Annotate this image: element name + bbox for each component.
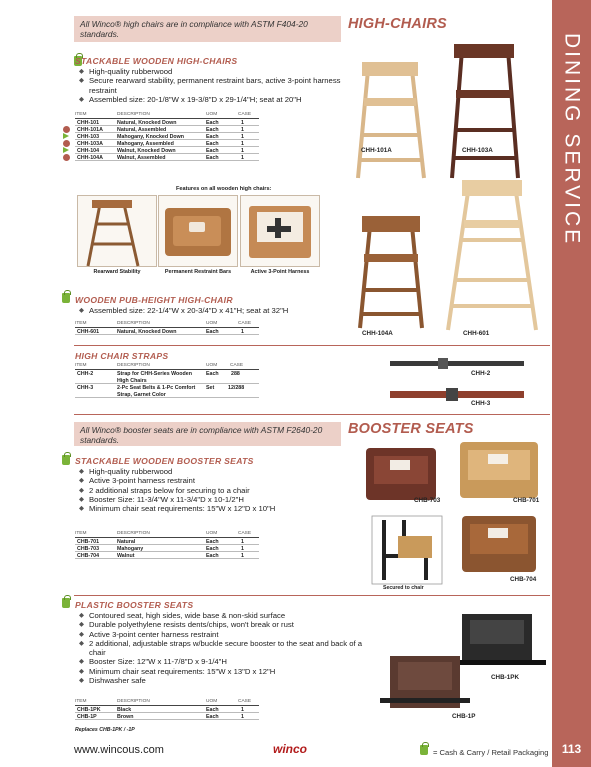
col-description: DESCRIPTION	[117, 112, 150, 117]
item-desc: Natural, Knocked Down	[117, 120, 177, 126]
straps-photo	[388, 357, 528, 407]
table-header	[75, 320, 259, 328]
item-code: CHB-1PK	[77, 707, 101, 713]
item-uom: Each	[206, 155, 219, 161]
item-desc: Walnut	[117, 553, 135, 559]
item-uom: Each	[206, 553, 219, 559]
item-code: CHH-103A	[77, 141, 103, 147]
item-code: CHH-601	[77, 329, 100, 335]
item-case: 1	[241, 329, 244, 335]
item-uom: Each	[206, 329, 219, 335]
feature-label: Rearward Stability	[93, 269, 141, 275]
table-row	[75, 140, 259, 147]
col-item: ITEM	[75, 363, 87, 368]
item-code: CHH-101	[77, 120, 100, 126]
page-number: 113	[561, 742, 582, 756]
col-item: ITEM	[75, 699, 87, 704]
pub-height-title: WOODEN PUB-HEIGHT HIGH-CHAIR	[75, 295, 233, 305]
col-uom: UOM	[206, 321, 218, 326]
item-desc: Natural, Assembled	[117, 127, 167, 133]
col-item: ITEM	[75, 321, 87, 326]
col-item: ITEM	[75, 531, 87, 536]
feature-label: Permanent Restraint Bars	[164, 269, 232, 275]
item-desc: Mahogany, Assembled	[117, 141, 174, 147]
feature-item: ◆ Active 3-point center harness restraint	[79, 630, 379, 639]
table-row	[75, 384, 259, 398]
photo-label: CHH-2	[471, 370, 491, 377]
col-uom: UOM	[206, 363, 218, 368]
item-uom: Set	[206, 385, 215, 391]
divider	[74, 595, 550, 596]
item-code: CHH-2	[77, 371, 94, 377]
stackable-high-chairs-title: STACKABLE WOODEN HIGH-CHAIRS	[75, 56, 238, 66]
item-case: 1	[241, 539, 244, 545]
plastic-booster-table	[75, 698, 259, 720]
item-uom: Each	[206, 546, 219, 552]
item-code: CHB-701	[77, 539, 100, 545]
wooden-booster-title: STACKABLE WOODEN BOOSTER SEATS	[75, 456, 254, 466]
item-case: 1	[241, 714, 244, 720]
item-case: 1	[241, 134, 244, 140]
table-header	[75, 111, 259, 119]
table-row	[75, 545, 259, 552]
feature-item: ◆ Minimum chair seat requirements: 15"W x 13"D x 12"H	[79, 667, 379, 676]
high-chairs-heading: HIGH-CHAIRS	[348, 16, 447, 32]
col-uom: UOM	[206, 531, 218, 536]
table-header	[75, 530, 259, 538]
replaces-note: Replaces CHB-1PK / -1P	[75, 727, 135, 733]
plastic-booster-title: PLASTIC BOOSTER SEATS	[75, 600, 194, 610]
wooden-booster-features	[79, 467, 349, 513]
legend-text: = Cash & Carry / Retail Packaging	[433, 748, 549, 757]
item-case: 1	[241, 155, 244, 161]
col-description: DESCRIPTION	[117, 321, 150, 326]
restraint-bars-image	[158, 195, 238, 267]
item-desc: Natural, Knocked Down	[117, 329, 177, 335]
feature-item: ◆ High-quality rubberwood	[79, 67, 349, 76]
table-row	[75, 328, 259, 335]
photo-label: CHH-601	[463, 330, 490, 337]
item-code: CHH-101A	[77, 127, 103, 133]
arrow-icon	[63, 133, 69, 139]
photo-label: CHB-701	[513, 497, 540, 504]
divider	[74, 345, 550, 346]
item-desc: Brown	[117, 714, 134, 720]
item-desc: Black	[117, 707, 132, 713]
item-uom: Each	[206, 141, 219, 147]
item-uom: Each	[206, 127, 219, 133]
item-uom: Each	[206, 371, 219, 377]
feature-item: ◆ Minimum chair seat requirements: 15"W x 12"D x 10"H	[79, 504, 349, 513]
high-chair-table	[75, 111, 259, 161]
item-uom: Each	[206, 120, 219, 126]
col-item: ITEM	[75, 112, 87, 117]
feature-item: ◆ Assembled size: 22-1/4"W x 20-3/4"D x 41"H; seat at 32"H	[79, 306, 349, 315]
item-desc: Walnut, Assembled	[117, 155, 166, 161]
table-row	[75, 126, 259, 133]
item-desc: Mahogany	[117, 546, 144, 552]
feature-item: ◆ High-quality rubberwood	[79, 467, 349, 476]
item-case: 1	[241, 148, 244, 154]
booster-seats-heading: BOOSTER SEATS	[348, 421, 474, 437]
table-row	[75, 133, 259, 140]
feature-item: ◆ 2 additional straps below for securing to a chair	[79, 486, 349, 495]
wooden-booster-table	[75, 530, 259, 559]
item-desc: Walnut, Knocked Down	[117, 148, 176, 154]
cash-carry-icon	[420, 745, 428, 755]
plastic-booster-photos	[376, 606, 546, 718]
table-row	[75, 147, 259, 154]
item-case: 1	[241, 546, 244, 552]
col-case: CASE	[238, 531, 252, 536]
feature-item: ◆ Durable polyethylene resists dents/chips, won't break or rust	[79, 620, 379, 629]
item-case: 12/288	[228, 385, 245, 391]
table-row	[75, 370, 259, 384]
col-description: DESCRIPTION	[117, 699, 150, 704]
cash-carry-icon	[62, 598, 70, 608]
harness-image	[240, 195, 320, 267]
item-code: CHB-703	[77, 546, 100, 552]
photo-label: CHB-703	[414, 497, 441, 504]
table-row	[75, 538, 259, 545]
col-case: CASE	[238, 699, 252, 704]
item-case: 1	[241, 120, 244, 126]
feature-item: ◆ Dishwasher safe	[79, 676, 379, 685]
feature-item: ◆ Secure rearward stability, permanent restraint bars, active 3-point harness restraint	[79, 76, 349, 95]
winco-logo: winco	[273, 742, 308, 756]
no-icon	[63, 140, 70, 147]
item-case: 1	[241, 141, 244, 147]
photo-label: Secured to chair	[383, 585, 424, 591]
table-row	[75, 119, 259, 126]
pub-height-table	[75, 320, 259, 335]
photo-label: CHH-104A	[362, 330, 393, 337]
item-uom: Each	[206, 148, 219, 154]
item-uom: Each	[206, 707, 219, 713]
straps-table	[75, 362, 259, 398]
item-code: CHH-104	[77, 148, 100, 154]
plastic-booster-features	[79, 611, 379, 685]
divider	[74, 414, 550, 415]
table-row	[75, 552, 259, 559]
col-uom: UOM	[206, 112, 218, 117]
table-header	[75, 362, 259, 370]
feature-item: ◆ Booster Size: 11-3/4"W x 11-3/4"D x 10-1/2"H	[79, 495, 349, 504]
item-uom: Each	[206, 539, 219, 545]
photo-label: CHH-103A	[462, 147, 493, 154]
item-code: CHH-103	[77, 134, 100, 140]
table-row	[75, 154, 259, 161]
photo-label: CHB-1PK	[491, 674, 519, 681]
feature-item: ◆ Assembled size: 20-1/8"W x 19-3/8"D x 29-1/4"H; seat at 20"H	[79, 95, 349, 104]
item-code: CHB-704	[77, 553, 100, 559]
feature-item: ◆ Contoured seat, high sides, wide base & non-skid surface	[79, 611, 379, 620]
straps-title: HIGH CHAIR STRAPS	[75, 351, 169, 361]
photo-label: CHB-704	[510, 576, 537, 583]
section-title-vertical: DINING SERVICE	[560, 33, 584, 247]
no-icon	[63, 154, 70, 161]
features-caption: Features on all wooden high chairs:	[176, 186, 272, 192]
no-icon	[63, 126, 70, 133]
cash-carry-icon	[62, 455, 70, 465]
item-code: CHB-1P	[77, 714, 97, 720]
photo-label: CHH-3	[471, 400, 491, 407]
item-desc: 2-Pc Seat Belts & 1-Pc Comfort Strap, Garnet Color	[117, 385, 196, 398]
item-case: 1	[241, 127, 244, 133]
item-code: CHH-3	[77, 385, 94, 391]
item-desc: Natural	[117, 539, 136, 545]
item-case: 288	[231, 371, 240, 377]
item-case: 1	[241, 553, 244, 559]
feature-label: Active 3-Point Harness	[250, 269, 310, 275]
feature-item: ◆ Active 3-point harness restraint	[79, 476, 349, 485]
stackable-high-chair-features	[79, 67, 349, 104]
wooden-booster-photos	[360, 438, 550, 588]
col-case: CASE	[230, 363, 244, 368]
rearward-stability-image	[77, 195, 157, 267]
feature-item: ◆ Booster Size: 12"W x 11-7/8"D x 9-1/4"H	[79, 657, 379, 666]
arrow-icon	[63, 147, 69, 153]
website-link[interactable]: www.wincous.com	[74, 744, 164, 756]
item-uom: Each	[206, 134, 219, 140]
col-description: DESCRIPTION	[117, 363, 150, 368]
photo-label: CHB-1P	[452, 713, 476, 720]
cash-carry-icon	[62, 293, 70, 303]
item-desc: Mahogany, Knocked Down	[117, 134, 184, 140]
table-header	[75, 698, 259, 706]
col-description: DESCRIPTION	[117, 531, 150, 536]
col-case: CASE	[238, 321, 252, 326]
high-chair-compliance-note: All Winco® high chairs are in compliance with ASTM F404-20 standards.	[74, 16, 341, 42]
item-desc: Strap for CHH-Series Wooden High Chairs	[117, 371, 192, 384]
item-uom: Each	[206, 714, 219, 720]
table-row	[75, 706, 259, 713]
col-case: CASE	[238, 112, 252, 117]
booster-compliance-note: All Winco® booster seats are in compliance with ASTM F2640-20 standards.	[74, 422, 341, 446]
high-chair-photos	[350, 40, 540, 340]
col-uom: UOM	[206, 699, 218, 704]
feature-item: ◆ 2 additional, adjustable straps w/buckle secure booster to the seat and back of a chair	[79, 639, 379, 658]
table-row	[75, 713, 259, 720]
pub-height-features	[79, 306, 349, 315]
item-case: 1	[241, 707, 244, 713]
item-code: CHH-104A	[77, 155, 103, 161]
photo-label: CHH-101A	[361, 147, 392, 154]
